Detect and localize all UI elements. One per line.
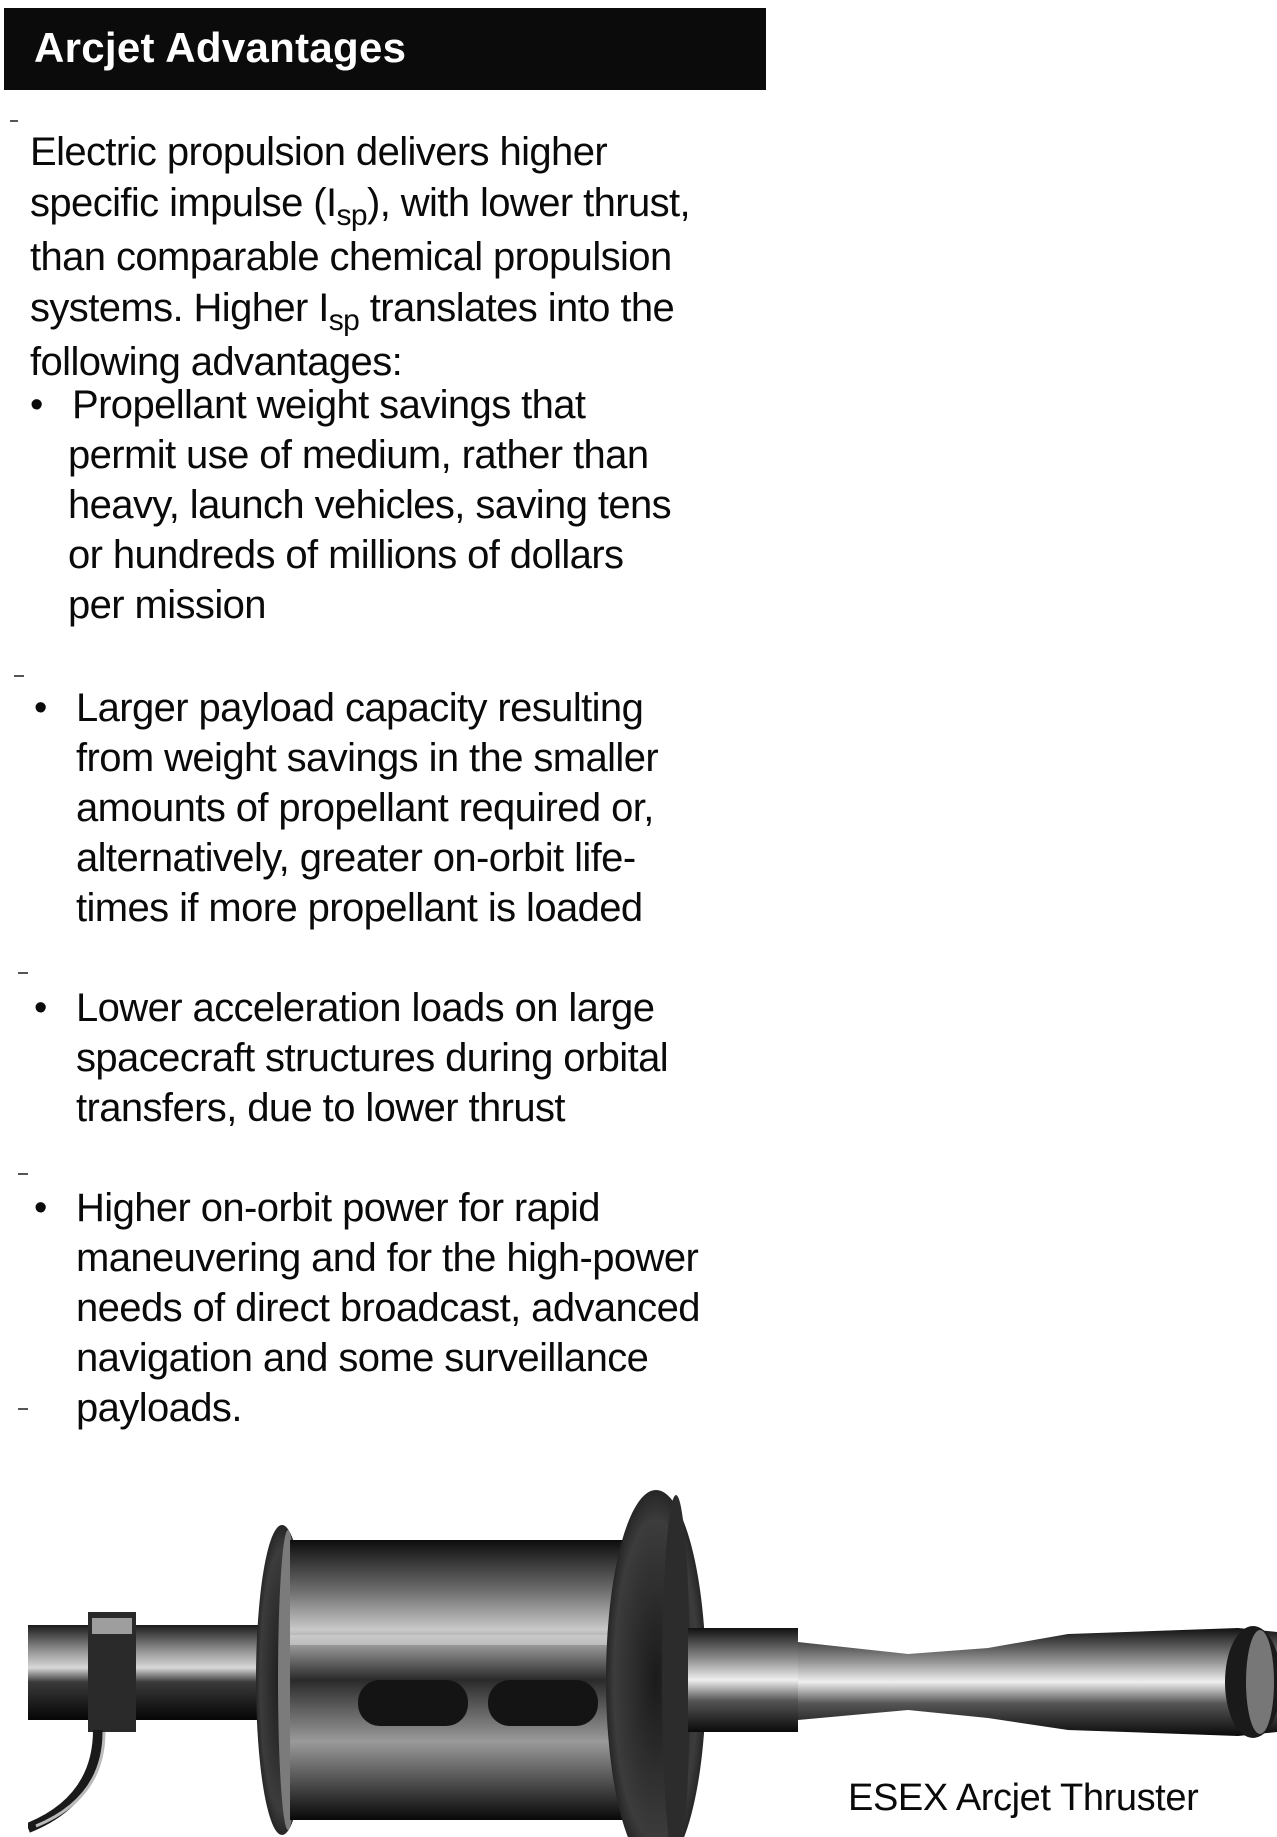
- body-slot: [488, 1680, 598, 1726]
- scan-mark: [14, 675, 24, 677]
- scan-mark: [18, 972, 28, 974]
- intro-text: systems. Higher I: [30, 286, 329, 330]
- bullet-line: Larger payload capacity resulting: [76, 686, 644, 730]
- bullet-line: spacecraft structures during orbital: [76, 1036, 669, 1080]
- bullet-line: permit use of medium, rather than: [68, 433, 649, 477]
- body-stripe: [290, 1635, 650, 1645]
- nozzle: [798, 1628, 1277, 1736]
- bullet-line: heavy, launch vehicles, saving tens: [68, 483, 672, 527]
- bullet-line: or hundreds of millions of dollars: [68, 533, 624, 577]
- bullet-text: [76, 683, 796, 933]
- left-tube-band-highlight: [92, 1618, 132, 1634]
- thruster-body: [290, 1540, 650, 1820]
- bullet-line: times if more propellant is loaded: [76, 886, 643, 930]
- scan-mark: [18, 1173, 28, 1175]
- nozzle-exit-rim: [1246, 1630, 1274, 1734]
- intro-text: specific impulse (I: [30, 181, 337, 225]
- bullet-line: needs of direct broadcast, advanced: [76, 1286, 700, 1330]
- bullet-line: transfers, due to lower thrust: [76, 1086, 565, 1130]
- bullet-line: alternatively, greater on-orbit life-: [76, 836, 636, 880]
- bullet-line: Lower acceleration loads on large: [76, 986, 655, 1030]
- scan-mark: [10, 120, 18, 122]
- figure-caption: ESEX Arcjet Thruster: [848, 1777, 1199, 1819]
- bullet-dot: •: [34, 1187, 47, 1229]
- bullet-dot: •: [34, 987, 47, 1029]
- intro-text: translates into the: [359, 286, 675, 330]
- scan-mark: [18, 1408, 28, 1410]
- bullet-text: [76, 983, 796, 1133]
- arcjet-thruster-photo: [28, 1380, 1277, 1837]
- intro-line: than comparable chemical propulsion: [30, 235, 672, 279]
- isp-subscript: sp: [336, 199, 367, 232]
- bullet-text: [68, 380, 792, 630]
- bullet-line: payloads.: [76, 1386, 242, 1430]
- intro-line: Electric propulsion delivers higher: [30, 130, 608, 174]
- section-title: Arcjet Advantages: [34, 24, 407, 71]
- bullet-line: per mission: [68, 583, 266, 627]
- bullet-line: amounts of propellant required or,: [76, 786, 654, 830]
- section-header-bar: [4, 8, 766, 90]
- nozzle-neck: [688, 1628, 798, 1732]
- bullet-line: navigation and some surveillance: [76, 1336, 649, 1380]
- intro-line: [30, 283, 770, 337]
- body-slot: [358, 1680, 468, 1726]
- intro-paragraph: [30, 127, 770, 388]
- isp-subscript: sp: [328, 304, 360, 337]
- bullet-dot: •: [34, 687, 47, 729]
- bullet-dot: •: [30, 384, 43, 426]
- left-tube: [28, 1625, 288, 1720]
- intro-line: [30, 178, 770, 232]
- bullet-line: maneuvering and for the high-power: [76, 1236, 699, 1280]
- intro-line: following advantages:: [30, 340, 403, 384]
- bullet-line: from weight savings in the smaller: [76, 736, 659, 780]
- bullet-line: Propellant weight savings that: [72, 383, 586, 427]
- intro-text: ), with lower thrust,: [366, 181, 691, 225]
- bullet-line: Higher on-orbit power for rapid: [76, 1186, 600, 1230]
